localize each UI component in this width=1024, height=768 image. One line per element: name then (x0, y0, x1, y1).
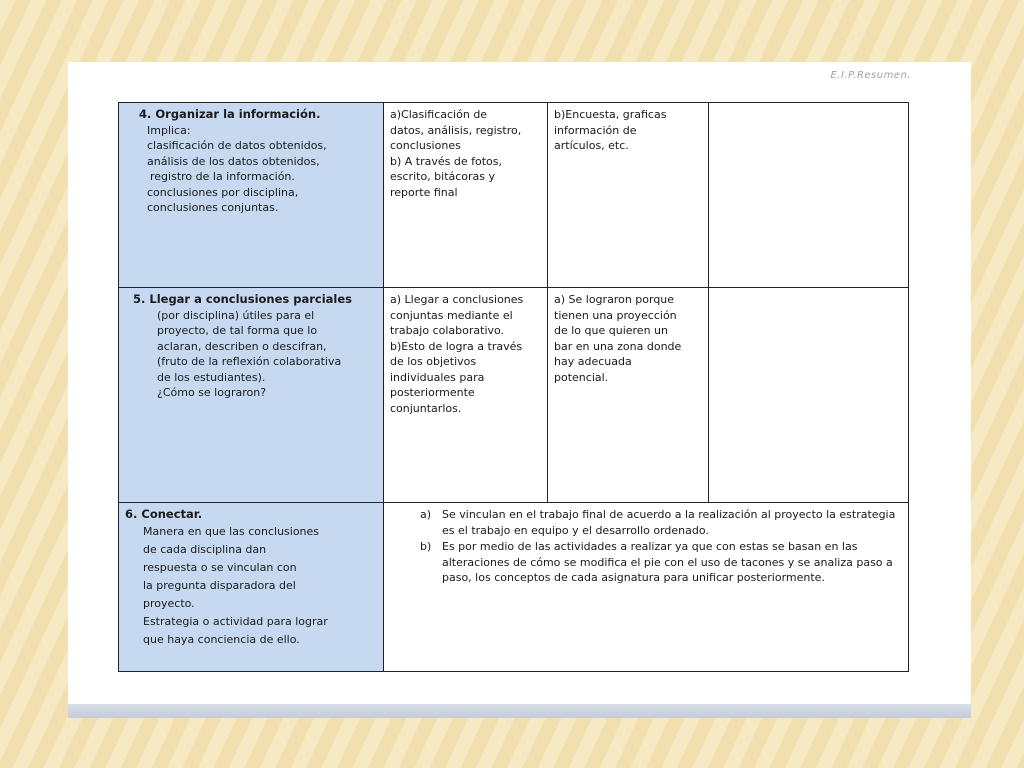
topic-cell (119, 288, 384, 503)
table-row (119, 503, 909, 672)
text-line: la pregunta disparadora del (143, 578, 296, 592)
text-line: (fruto de la reflexión colaborativa (157, 355, 342, 368)
list-marker: b) (420, 540, 432, 553)
text-line: conclusiones conjuntas. (147, 201, 279, 214)
answer-cell (384, 288, 548, 503)
text-line: de los objetivos (390, 355, 477, 368)
summary-table (118, 102, 909, 672)
text-line: información de (554, 123, 637, 137)
text-line: que haya conciencia de ello. (143, 632, 300, 646)
table-row (119, 103, 909, 288)
text-line: datos, análisis, registro, (390, 123, 522, 137)
text-line: clasificación de datos obtenidos, (147, 139, 327, 152)
text-line: potencial. (554, 370, 609, 384)
answer-cell (548, 288, 709, 503)
text-line: Implica: (147, 123, 191, 137)
text-line: proyecto, de tal forma que lo (157, 324, 318, 337)
topic-cell (119, 103, 384, 288)
text-line: a) Se lograron porque (554, 293, 675, 306)
topic-text (125, 308, 377, 401)
text-line: b)Esto de logra a través (390, 339, 523, 353)
text-line: individuales para (390, 370, 485, 384)
text-line: reporte final (390, 185, 458, 199)
list-text: Se vinculan en el trabajo final de acuerdo a la realización al proyecto la estrategia es el trabajo en equipo y el desarrollo ordenado. (442, 508, 896, 537)
text-line: tienen una proyección (554, 308, 677, 322)
empty-cell (709, 103, 909, 288)
text-line: conclusiones por disciplina, (147, 185, 299, 199)
text-line: conjuntas mediante el (390, 308, 513, 322)
text-line: registro de la información. (150, 170, 295, 183)
header-label: E.I.P.Resumen. (830, 70, 911, 81)
list-text: Es por medio de las actividades a realizar ya que con estas se basan en las alteraciones de cómo se modifica el pie con el uso de tacones y se analiza paso a paso, los conceptos de cada asignatura para unificar posteriormente. (442, 540, 893, 584)
page-shadow (68, 704, 971, 718)
text-line: b) A través de fotos, (390, 154, 502, 168)
text-line: proyecto. (143, 596, 195, 610)
text-line: respuesta o se vinculan con (143, 560, 297, 574)
empty-cell (709, 288, 909, 503)
text-line: análisis de los datos obtenidos, (147, 154, 320, 168)
topic-title: 6. Conectar. (125, 507, 203, 521)
answer-cell (548, 103, 709, 288)
list-item (420, 539, 902, 586)
text-line: Estrategia o actividad para lograr (143, 614, 328, 628)
text-line: de cada disciplina dan (143, 542, 267, 556)
topic-title: 4. Organizar la información. (139, 107, 321, 121)
text-line: b)Encuesta, graficas (554, 108, 667, 121)
text-line: aclaran, describen o descifran, (157, 339, 327, 353)
text-line: a)Clasificación de (390, 108, 488, 121)
table-row (119, 288, 909, 503)
text-line: hay adecuada (554, 355, 632, 368)
text-line: escrito, bitácoras y (390, 170, 496, 183)
text-line: bar en una zona donde (554, 339, 682, 353)
text-line: ¿Cómo se lograron? (157, 386, 267, 399)
merged-answer-cell (384, 503, 909, 672)
answer-cell (384, 103, 548, 288)
topic-text (125, 523, 377, 649)
text-line: conjuntarlos. (390, 401, 462, 415)
document-page (68, 62, 971, 704)
answer-list (390, 507, 902, 586)
text-line: conclusiones (390, 139, 461, 152)
text-line: posteriormente (390, 386, 475, 399)
text-line: trabajo colaborativo. (390, 324, 505, 337)
text-line: a) Llegar a conclusiones (390, 293, 524, 306)
text-line: de los estudiantes). (157, 370, 266, 384)
topic-title: 5. Llegar a conclusiones parciales (133, 292, 353, 306)
text-line: (por disciplina) útiles para el (157, 308, 315, 322)
text-line: de lo que quieren un (554, 324, 668, 337)
list-item (420, 507, 902, 538)
text-line: artículos, etc. (554, 139, 629, 152)
text-line: Manera en que las conclusiones (143, 524, 320, 538)
list-marker: a) (420, 508, 432, 521)
topic-text (125, 123, 377, 216)
topic-cell (119, 503, 384, 672)
